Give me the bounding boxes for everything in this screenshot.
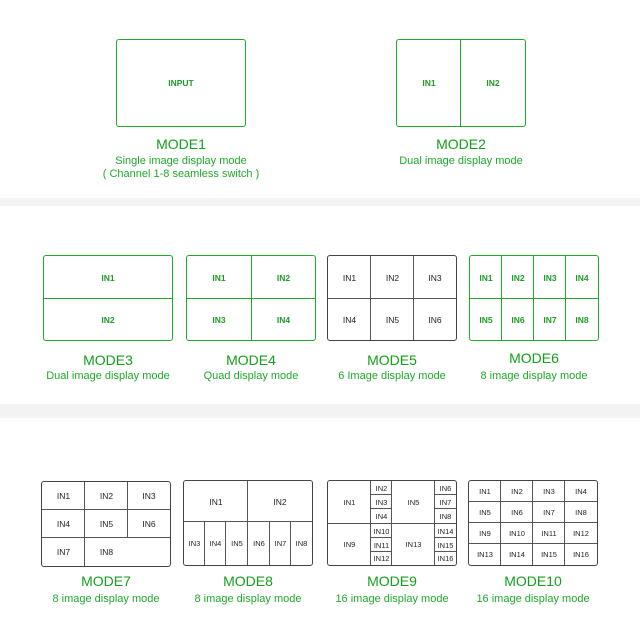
mode1-cell-input: INPUT [168,78,194,88]
mode9-cell-in11: IN11 [373,540,390,550]
mode4-cell-in1: IN1 [212,272,226,283]
mode6-cell-in8: IN8 [575,314,589,325]
mode6-screen [469,255,599,341]
mode10-cell-in11: IN11 [541,529,557,538]
mode2-cell-in1: IN1 [422,78,436,88]
mode1-description [81,155,281,181]
mode5-cell-in4: IN4 [342,314,357,325]
mode8-cell-in6: IN6 [253,539,265,548]
mode10-cell-in1: IN1 [479,487,491,496]
mode10-cell-in14: IN14 [509,550,525,559]
mode1-description-line2: ( Channel 1-8 seamless switch ) [102,168,260,180]
mode9-screen [327,480,457,566]
mode2-cell-in2: IN2 [486,78,500,88]
mode10-cell-in15: IN15 [541,550,557,559]
mode8-cell-in2: IN2 [273,496,287,507]
mode8-cell-in4: IN4 [209,539,222,548]
mode9-cell-in13: IN13 [405,540,422,549]
mode6-cell-in4: IN4 [575,272,589,283]
mode6-cell-in3: IN3 [543,272,557,283]
mode9-cell-in1: IN1 [343,498,356,507]
mode7-description: 8 image display mode [52,593,160,605]
mode7-cell-in4: IN4 [56,519,71,529]
mode10-cell-in10: IN10 [509,529,525,538]
mode9-cell-in9: IN9 [343,540,356,549]
mode4-title: MODE4 [226,352,276,368]
mode6-description: 8 image display mode [480,370,588,382]
mode10-cell-in16: IN16 [573,550,589,559]
mode10-cell-in13: IN13 [477,550,493,559]
mode8-cell-in3: IN3 [188,539,201,548]
mode10-cell-in3: IN3 [543,487,555,496]
mode8-description: 8 image display mode [194,593,302,605]
mode9-cell-in12: IN12 [373,554,390,563]
mode4-cell-in4: IN4 [276,314,291,325]
mode7-cell-in2: IN2 [99,491,114,501]
mode10-cell-in7: IN7 [543,508,555,517]
mode4-screen [186,255,316,341]
mode3-cell-in1: IN1 [101,272,115,283]
mode9-cell-in14: IN14 [437,526,454,536]
mode9-cell-in3: IN3 [375,497,388,507]
mode5-description: 6 Image display mode [338,370,446,382]
mode10-screen [468,480,598,566]
mode10-cell-in5: IN5 [479,508,491,517]
mode5-cell-in5: IN5 [385,314,400,325]
mode3-cell-in2: IN2 [101,314,115,325]
mode9-cell-in8: IN8 [439,511,452,521]
mode10-cell-in12: IN12 [573,529,589,538]
mode7-title: MODE7 [81,573,131,589]
mode4-cell-in2: IN2 [276,272,291,283]
mode7-cell-in5: IN5 [99,519,114,529]
mode5-cell-in1: IN1 [342,272,357,283]
mode9-cell-in16: IN16 [437,554,454,563]
mode1-description-line1: Single image display mode [115,155,247,167]
mode10-cell-in9: IN9 [479,529,491,538]
mode7-cell-in1: IN1 [56,491,71,501]
mode6-cell-in7: IN7 [543,314,557,325]
mode5-title: MODE5 [367,352,417,368]
mode8-cell-in8: IN8 [295,539,308,548]
mode9-cell-in2: IN2 [375,483,388,493]
mode9-cell-in7: IN7 [439,497,452,507]
mode4-cell-in3: IN3 [212,314,226,325]
mode7-cell-in3: IN3 [142,491,156,501]
separator-band-bottom [0,404,640,418]
mode9-cell-in6: IN6 [439,483,452,493]
mode1-screen [116,39,246,127]
mode2-screen [396,39,526,127]
separator-band-top [0,198,640,206]
mode10-cell-in8: IN8 [575,508,587,517]
mode10-cell-in4: IN4 [575,487,587,496]
mode5-cell-in6: IN6 [428,314,442,325]
mode10-cell-in2: IN2 [511,487,523,496]
mode3-screen [43,255,173,341]
mode8-title: MODE8 [223,573,273,589]
mode1-title: MODE1 [156,136,206,152]
mode9-cell-in10: IN10 [373,526,390,536]
mode5-cell-in2: IN2 [385,272,400,283]
mode8-cell-in5: IN5 [231,539,243,548]
mode8-screen [183,480,313,566]
mode5-cell-in3: IN3 [428,272,442,283]
mode9-cell-in5: IN5 [407,498,420,507]
mode6-cell-in2: IN2 [511,272,525,283]
mode4-description: Quad display mode [203,370,299,382]
mode10-description: 16 image display mode [476,593,590,605]
mode7-cell-in7: IN7 [56,547,71,557]
mode6-title: MODE6 [509,350,559,366]
mode9-description: 16 image display mode [335,593,449,605]
mode9-cell-in15: IN15 [437,540,454,550]
mode3-title: MODE3 [83,352,133,368]
mode6-cell-in5: IN5 [479,314,493,325]
mode9-cell-in4: IN4 [375,511,388,521]
mode7-screen [41,481,171,567]
mode10-cell-in6: IN6 [511,508,523,517]
mode6-cell-in6: IN6 [511,314,525,325]
mode9-title: MODE9 [367,573,417,589]
mode3-description: Dual image display mode [46,370,170,382]
mode2-description: Dual image display mode [399,155,523,167]
mode8-cell-in1: IN1 [209,496,223,507]
mode5-screen [327,255,457,341]
mode10-title: MODE10 [504,573,562,589]
mode2-title: MODE2 [436,136,486,152]
mode7-cell-in6: IN6 [142,519,156,529]
mode8-cell-in7: IN7 [274,539,287,548]
mode6-cell-in1: IN1 [479,272,493,283]
mode7-cell-in8: IN8 [99,547,114,557]
